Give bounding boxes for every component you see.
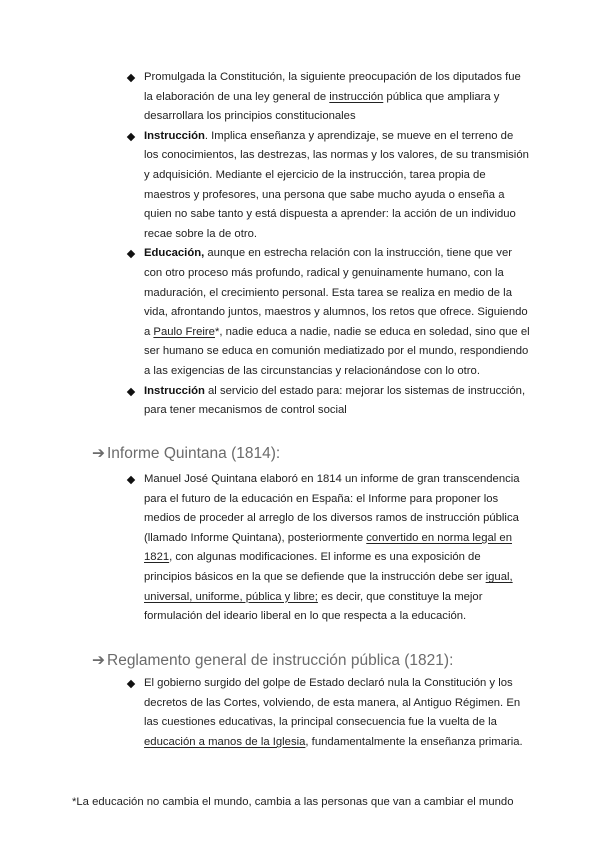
diamond-bullet-icon [127,74,135,82]
norma-legal-link[interactable]: convertido en norma legal en 1821 [144,531,512,564]
educacion-iglesia-link[interactable]: educación a manos de la Iglesia [144,735,306,748]
informe-quintana-heading: ➔ Informe Quintana (1814): [92,445,281,462]
section2-bullet-list [128,470,530,627]
bullet-instruccion-definition: Instrucción. Implica enseñanza y aprendizaje, se mueve en el terreno de los conocimientos, las destrezas, las normas y los valores, de su transmisión y adquisición. Mediante el ejercicio de la instrucción, tarea propia de maestros y profesores, una persona que sabe mucho ayuda o enseña a quien no sabe tanto y está dispuesta a aprender: la acción de un individuo recae sobre la de otro. [128,127,530,245]
reglamento-heading: ➔ Reglamento general de instrucción pública (1821): [92,652,454,669]
section1-bullet-list [128,68,530,421]
instruccion-link[interactable]: instrucción [329,90,384,103]
arrow-right-icon: ➔ [92,445,105,462]
diamond-bullet-icon [127,387,135,395]
diamond-bullet-icon [127,476,135,484]
footnote: *La educación no cambia el mundo, cambia a las personas que van a cambiar el mundo [72,796,514,808]
arrow-right-icon: ➔ [92,652,105,669]
bullet-reglamento: El gobierno surgido del golpe de Estado declaró nula la Constitución y los decretos de las Cortes, volviendo, de esta manera, al Antiguo Régimen. En las cuestiones educativas, la principal consecuencia fue la vuelta de la educación a manos de la Iglesia, fundamentalmente la enseñanza primaria. [128,674,530,752]
bullet-constitution: Promulgada la Constitución, la siguiente preocupación de los diputados fue la elaboración de una ley general de instrucción pública que ampliara y desarrollara los principios constitucionales [128,68,530,127]
bullet-informe-quintana: Manuel José Quintana elaboró en 1814 un informe de gran transcendencia para el futuro de la educación en España: el Informe para proponer los medios de proceder al arreglo de los diversos ramos de instrucción pública (llamado Informe Quintana), posteriormente convertido en norma legal en 1821, con algunas modificaciones. El informe es una exposición de principios básicos en la que se defiende que la instrucción debe ser igual, universal, uniforme, pública y libre; es decir, que constituye la mejor formulación del ideario liberal en lo que respecta a la educación. [128,470,530,627]
section3-bullet-list [128,674,530,752]
diamond-bullet-icon [127,680,135,688]
bullet-educacion-definition: Educación, aunque en estrecha relación con la instrucción, tiene que ver con otro proceso más profundo, radical y genuinamente humano, con la maduración, el crecimiento personal. Esta tarea se realiza en medio de la vida, afrontando juntos, maestros y alumnos, los retos que ofrece. Siguiendo a Paulo Freire*, nadie educa a nadie, nadie se educa en soledad, sino que el ser humano se educa en comunión mediatizado por el mundo, respondiendo a las exigencias de las circunstancias y relacionándose con lo otro. [128,244,530,381]
diamond-bullet-icon [127,133,135,141]
diamond-bullet-icon [127,250,135,258]
igual-universal-link[interactable]: igual, universal, uniforme, pública y libre; [144,570,513,603]
paulo-freire-link[interactable]: Paulo Freire [153,325,215,338]
bullet-instruccion-estado: Instrucción al servicio del estado para: mejorar los sistemas de instrucción, para tener mecanismos de control social [128,382,530,421]
